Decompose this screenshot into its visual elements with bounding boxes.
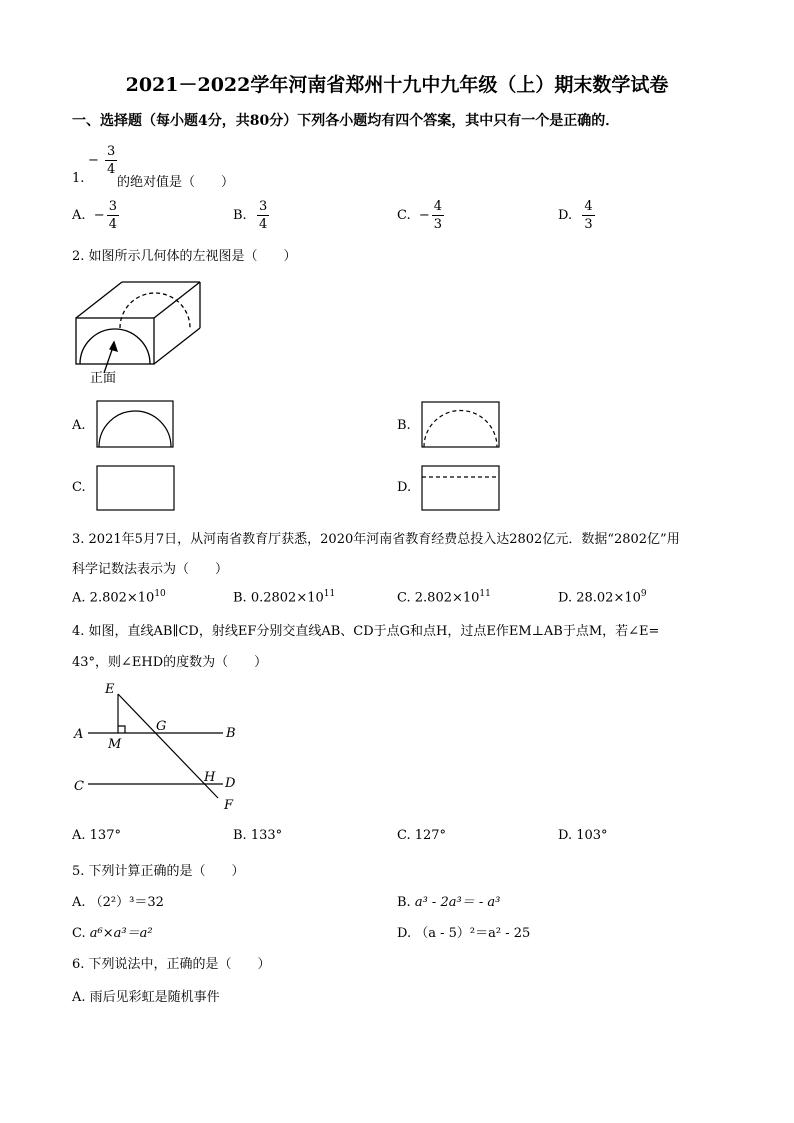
label-M: M (108, 737, 122, 752)
q2-solid-figure (70, 278, 205, 388)
q2-option-d-label: D. (397, 480, 412, 495)
q5-option-b: B. a³ - 2a³＝ - a³ (397, 895, 501, 910)
q2-option-b-figure (421, 401, 501, 451)
q2-option-d-figure (421, 465, 501, 513)
q1-option-c: C. − $\frac{4}{3}$ (397, 199, 443, 232)
q3-text-line2: 科学记数法表示为（ ） (72, 562, 229, 577)
q4-option-a: A. 137° (72, 828, 121, 843)
label-C: C (74, 779, 84, 794)
q2-option-c-figure (96, 465, 176, 513)
q1-expression: − $\frac{3}{4}$ (88, 144, 116, 177)
label-H: H (204, 770, 216, 785)
q5-text: 5. 下列计算正确的是（ ） (72, 864, 245, 879)
q2-option-b-label: B. (397, 418, 411, 433)
q4-option-c: C. 127° (397, 828, 447, 843)
q3-option-d: D. $28.02\times 10^9$ (558, 589, 647, 606)
q3-text-line1: 3. 2021年5月7日，从河南省教育厅获悉，2020年河南省教育经费总投入达2802亿元．数据“2802亿”用 (72, 532, 680, 547)
q2-option-a-figure (96, 400, 176, 450)
q4-text-line1: 4. 如图，直线AB∥CD，射线EF分别交直线AB、CD于点G和点H，过点E作EM⊥AB于点M，若∠E= (72, 624, 660, 639)
q4-option-d: D. 103° (558, 828, 608, 843)
label-F: F (224, 798, 234, 813)
label-D: D (225, 776, 236, 791)
q6-text: 6. 下列说法中，正确的是（ ） (72, 957, 271, 972)
q1-option-d: D. $\frac{4}{3}$ (558, 199, 593, 232)
label-A: A (74, 727, 84, 742)
q6-option-a: A. 雨后见彩虹是随机事件 (72, 990, 220, 1005)
q1-number: 1. (72, 171, 85, 186)
q2-option-a-label: A. (72, 418, 86, 433)
page-title: 2021－2022学年河南省郑州十九中九年级（上）期末数学试卷 (125, 74, 669, 96)
q1-option-a: A. − $\frac{3}{4}$ (72, 199, 117, 232)
section-heading: 一、选择题（每小题4分，共80分）下列各小题均有四个答案，其中只有一个是正确的． (72, 113, 620, 129)
q3-option-c: C. $2.802\times 10^{11}$ (397, 589, 491, 606)
label-B: B (226, 726, 236, 741)
q4-text-line2: 43°，则∠EHD的度数为（ ） (72, 655, 268, 670)
q2-option-c-label: C. (72, 480, 86, 495)
label-G: G (156, 719, 167, 734)
q1-option-b: B. $\frac{3}{4}$ (233, 199, 268, 232)
front-label: 正面 (90, 371, 117, 386)
q3-option-b: B. $0.2802\times 10^{11}$ (233, 589, 336, 606)
q4-geometry-figure (68, 680, 248, 815)
q2-text: 2. 如图所示几何体的左视图是（ ） (72, 249, 297, 264)
q5-option-a: A. （2²）³＝32 (72, 895, 164, 910)
q3-option-a: A. $2.802\times 10^{10}$ (72, 589, 166, 606)
q5-option-d: D. （a - 5）²＝a² - 25 (397, 926, 531, 941)
q5-option-c: C. a⁶×a³＝a² (72, 926, 153, 941)
label-E: E (105, 682, 115, 697)
q4-option-b: B. 133° (233, 828, 283, 843)
q1-text: 的绝对值是（ ） (117, 175, 235, 190)
